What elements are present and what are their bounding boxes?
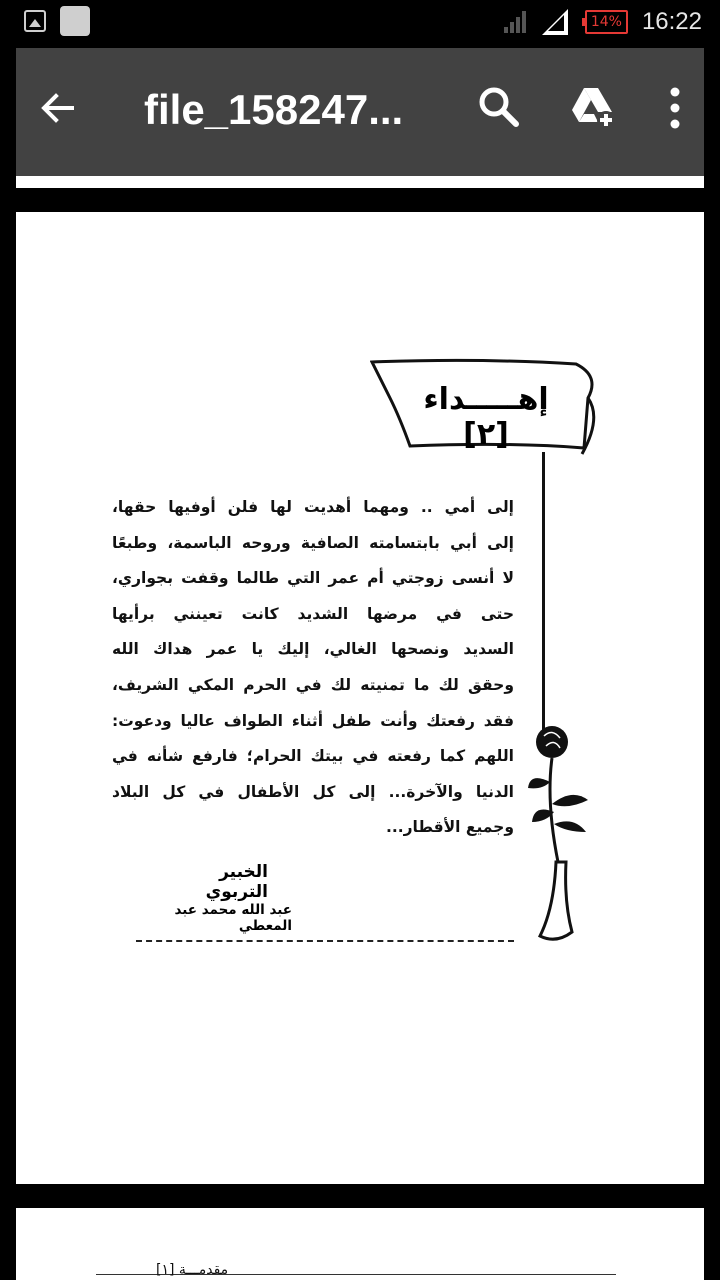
text-line: حتى في مرضها الشديد كانت تعينني برأيها xyxy=(112,604,514,623)
next-page-heading: مقدمـــة [١] xyxy=(156,1262,229,1278)
app-bar xyxy=(16,48,704,176)
more-vert-icon[interactable] xyxy=(664,86,686,130)
no-signal-icon xyxy=(542,9,568,35)
back-arrow-icon[interactable] xyxy=(38,88,78,128)
app-icon xyxy=(60,6,90,36)
next-page[interactable] xyxy=(16,1208,704,1280)
text-line: وحقق لك ما تمنيته لك في الحرم المكي الشريف، xyxy=(112,675,514,694)
text-line: إلى أبي بابتسامته الصافية وروحه الباسمة، وطبعًا xyxy=(112,533,514,552)
text-line: لا أنسى زوجتي أم عمر التي طالما وقفت بجواري، xyxy=(112,569,514,588)
gallery-icon xyxy=(24,10,46,32)
text-line: فقد رفعتك وأنت طفل أثناء الطواف عاليا ودعوت: xyxy=(112,711,514,730)
status-bar xyxy=(0,0,720,48)
signature-title: الخبير التربوي xyxy=(205,862,268,902)
document-title: file_158247... xyxy=(144,86,404,133)
battery-level: 14% xyxy=(585,10,628,34)
text-line: السديد ونصحها الغالي، إليك يا عمر هداك الله xyxy=(112,640,514,659)
dedication-text xyxy=(112,490,514,846)
signature-name: عبد الله محمد عبد المعطي xyxy=(174,902,292,934)
text-line: وجميع الأقطار... xyxy=(385,818,514,837)
drive-add-icon[interactable] xyxy=(568,82,618,132)
dedication-heading: إهـــــداء [٢] xyxy=(423,382,549,452)
battery-icon xyxy=(582,10,628,34)
flag-pole xyxy=(542,452,545,732)
divider xyxy=(136,940,514,942)
search-icon[interactable] xyxy=(476,84,522,130)
clock: 16:22 xyxy=(641,8,702,35)
previous-page-edge xyxy=(16,176,704,188)
text-line: الدنيا والآخرة... إلى كل الأطفال في كل البلاد xyxy=(112,782,514,801)
rose-vase-icon xyxy=(516,712,606,952)
document-page[interactable] xyxy=(16,212,704,1184)
text-line: اللهم كما رفعته في بيتك الحرام؛ فارفع شأنه في xyxy=(112,747,514,766)
text-line: إلى أمي .. ومهما أهديت لها فلن أوفيها حقها، xyxy=(112,498,514,516)
signal-icon xyxy=(502,9,528,35)
